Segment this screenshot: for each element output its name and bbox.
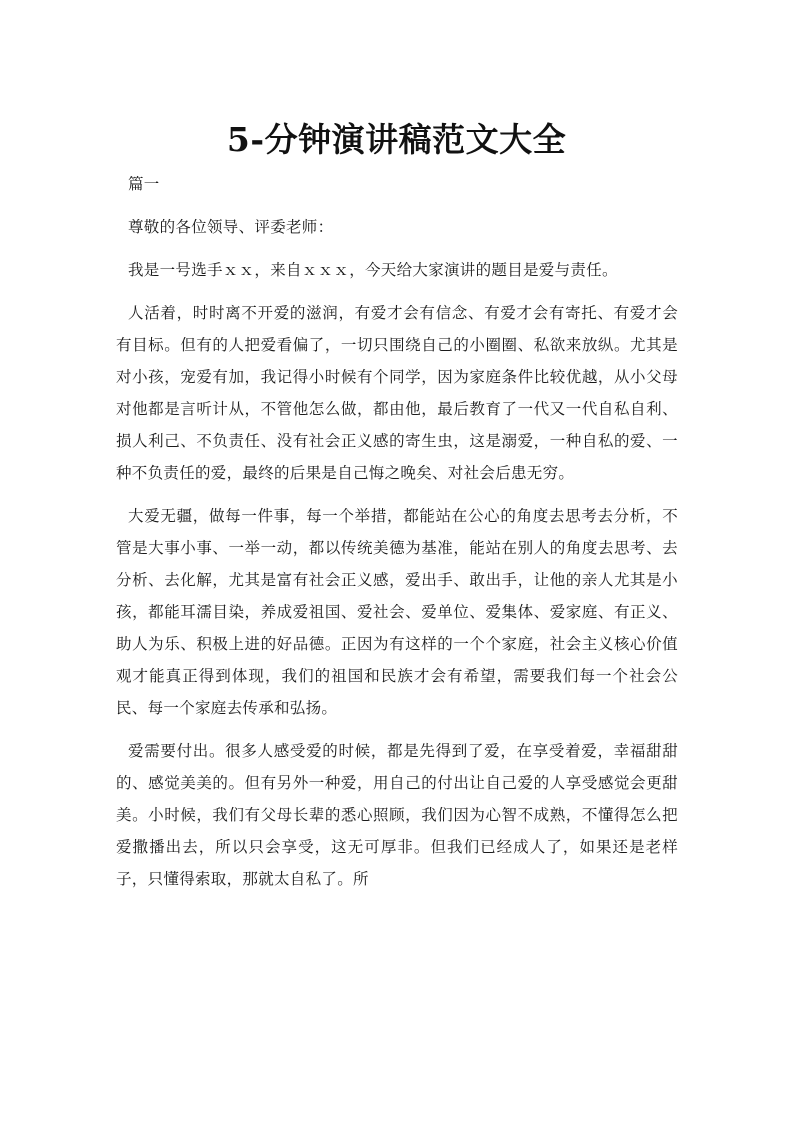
salutation-paragraph: 尊敬的各位领导、评委老师： [128,218,334,236]
document-title: 5-分钟演讲稿范文大全 [226,120,567,160]
intro-paragraph: 我是一号选手ｘｘ，来自ｘｘｘ，今天给大家演讲的题目是爱与责任。 [128,261,618,279]
document-body [116,168,678,906]
section-label: 篇一 [128,175,160,193]
body-paragraph: 爱需要付出。很多人感受爱的时候，都是先得到了爱，在享受着爱，幸福甜甜的、感觉美美的。但有另外一种爱，用自己的付出让自己爱的人享受感觉会更甜美。小时候，我们有父母长辈的悉心照顾，我们因为心智不成熟，不懂得怎么把爱撒播出去，所以只会享受，这无可厚非。但我们已经成人了，如果还是老样子，只懂得索取，那就太自私了。所 [116,742,678,888]
body-paragraph: 大爱无疆，做每一件事，每一个举措，都能站在公心的角度去思考去分析，不管是大事小事、一举一动，都以传统美德为基准，能站在别人的角度去思考、去分析、去化解，尤其是富有社会正义感，爱出手、敢出手，让他的亲人尤其是小孩，都能耳濡目染，养成爱祖国、爱社会、爱单位、爱集体、爱家庭、有正义、助人为乐、积极上进的好品德。正因为有这样的一个个家庭，社会主义核心价值观才能真正得到体现，我们的祖国和民族才会有希望，需要我们每一个社会公民、每一个家庭去传承和弘扬。 [116,507,678,717]
body-paragraph: 人活着，时时离不开爱的滋润，有爱才会有信念、有爱才会有寄托、有爱才会有目标。但有的人把爱看偏了，一切只围绕自己的小圈圈、私欲来放纵。尤其是对小孩，宠爱有加，我记得小时候有个同学，因为家庭条件比较优越，从小父母对他都是言听计从，不管他怎么做，都由他，最后教育了一代又一代自私自利、损人利己、不负责任、没有社会正义感的寄生虫，这是溺爱，一种自私的爱、一种不负责任的爱，最终的后果是自己悔之晚矣、对社会后患无穷。 [116,304,678,482]
